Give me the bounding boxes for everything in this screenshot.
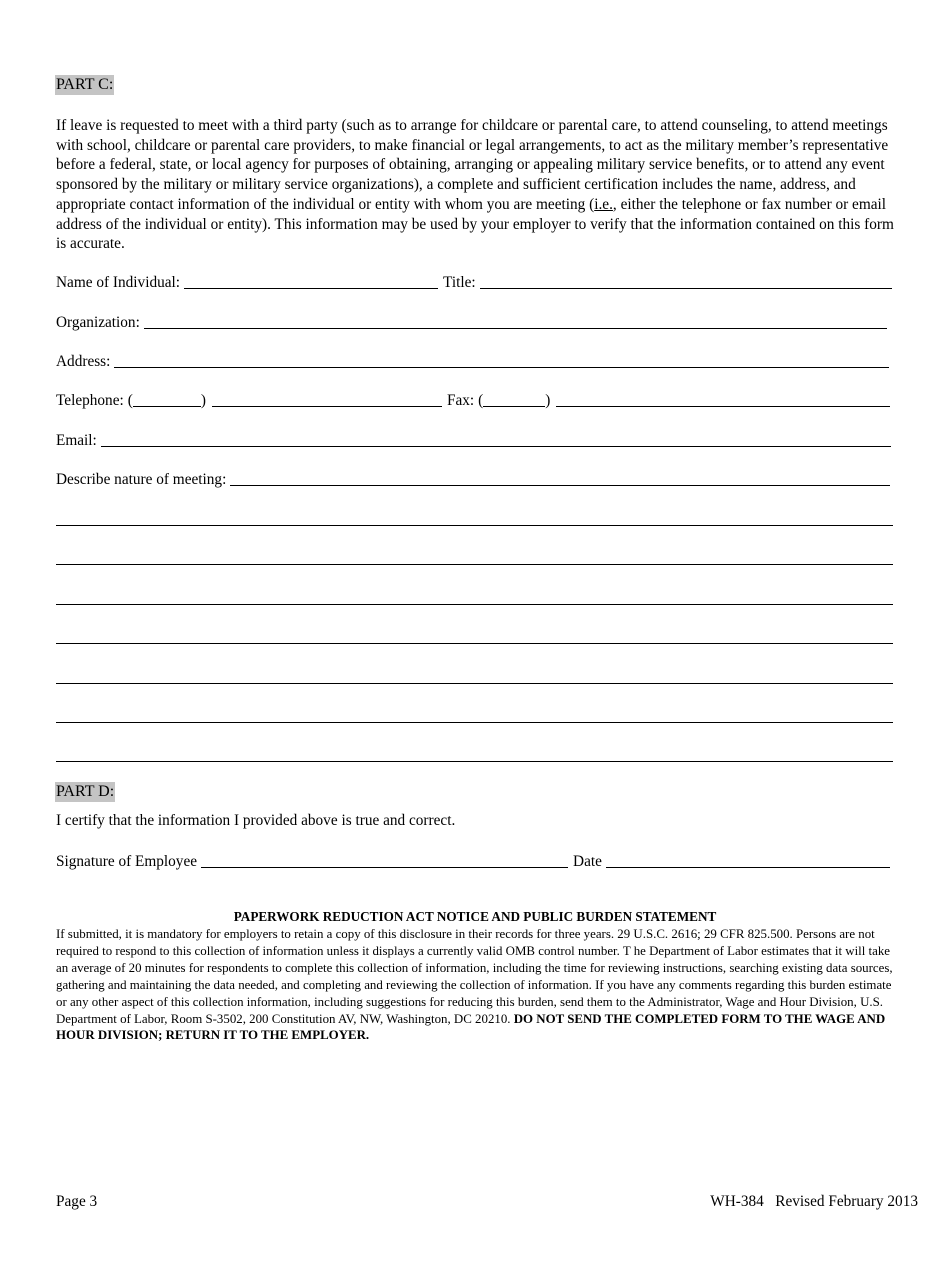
- email-label: Email:: [56, 432, 97, 449]
- address-field[interactable]: [114, 352, 889, 368]
- meeting-line[interactable]: [56, 683, 893, 684]
- name-label: Name of Individual:: [56, 274, 181, 291]
- meeting-row: [56, 469, 890, 489]
- telephone-area-code-field[interactable]: ( ): [127, 392, 206, 409]
- meeting-label: Describe nature of meeting:: [56, 471, 227, 488]
- page-number: Page 3: [56, 1193, 98, 1210]
- part-d-heading: PART D:: [56, 783, 115, 800]
- meeting-line[interactable]: [56, 761, 893, 762]
- name-title-row: [56, 272, 892, 292]
- address-row: [56, 351, 889, 371]
- fax-area-code-field[interactable]: ( ): [478, 392, 551, 409]
- date-field[interactable]: [606, 852, 890, 868]
- organization-row: [56, 312, 887, 332]
- notice-title: PAPERWORK REDUCTION ACT NOTICE AND PUBLIC BURDEN STATEMENT: [233, 909, 717, 924]
- organization-label: Organization:: [56, 314, 140, 331]
- telephone-fax-row: [56, 390, 890, 410]
- email-field[interactable]: [101, 431, 891, 447]
- telephone-label: Telephone:: [56, 392, 124, 409]
- notice-body: If submitted, it is mandatory for employers to retain a copy of this disclosure in their records for three years. 29 U.S.C. 2616; 29 CFR 825.500. Persons are not required to respond to this collection of information unless it displays a currently valid OMB control number. T he Department of Labor estimates that it will take an average of 20 minutes for respondents to complete this collection of information, including the time for reviewing instructions, searching existing data sources, gathering and maintaining the data needed, and completing and reviewing the collection of information. If you have any comments regarding this burden estimate or any other aspect of this collection information, including suggestions for reducing this burden, send them to the Administrator, Wage and Hour Division, U.S. Department of Labor, Room S-3502, 200 Constitution AV, NW, Washington, DC 20210. DO NOT SEND THE COMPLETED FORM TO THE WAGE AND HOUR DIVISION; RETURN IT TO THE EMPLOYER.: [56, 927, 893, 1043]
- title-label: Title:: [443, 274, 476, 291]
- notice-warning: DO NOT SEND THE COMPLETED FORM TO THE WAGE AND HOUR DIVISION; RETURN IT TO THE EMPLOYER.: [56, 1011, 886, 1043]
- name-field[interactable]: [184, 273, 438, 289]
- signature-field[interactable]: [201, 852, 568, 868]
- title-field[interactable]: [480, 273, 892, 289]
- fax-label: Fax:: [446, 392, 475, 409]
- organization-field[interactable]: [144, 313, 887, 329]
- meeting-line[interactable]: [56, 722, 893, 723]
- certification-text: I certify that the information I provided above is true and correct.: [56, 812, 456, 829]
- telephone-number-field[interactable]: [212, 391, 442, 407]
- part-c-instructions: If leave is requested to meet with a third party (such as to arrange for childcare or parental care, to attend counseling, to attend meetings with school, childcare or parental care providers, to make financial or legal arrangements, to act as the military member’s representative before a federal, state, or local agency for purposes of obtaining, arranging or appealing military service benefits, or to attend any event sponsored by the military or military service organizations), a complete and sufficient certification includes the name, address, and appropriate contact information of the individual or entity with whom you are meeting (i.e., either the telephone or fax number or email address of the individual or entity). This information may be used by your employer to verify that the information contained on this form is accurate.: [56, 117, 894, 253]
- meeting-line[interactable]: [56, 643, 893, 644]
- fax-number-field[interactable]: [556, 391, 890, 407]
- signature-date-row: [56, 851, 890, 871]
- signature-label: Signature of Employee: [56, 853, 198, 870]
- address-label: Address:: [56, 353, 111, 370]
- form-id: WH-384 Revised February 2013: [710, 1193, 918, 1210]
- meeting-line[interactable]: [56, 604, 893, 605]
- date-label: Date: [573, 853, 602, 870]
- email-row: [56, 430, 891, 450]
- meeting-field[interactable]: [230, 470, 890, 486]
- part-c-heading: PART C:: [56, 76, 114, 93]
- meeting-line[interactable]: [56, 525, 893, 526]
- meeting-line[interactable]: [56, 564, 893, 565]
